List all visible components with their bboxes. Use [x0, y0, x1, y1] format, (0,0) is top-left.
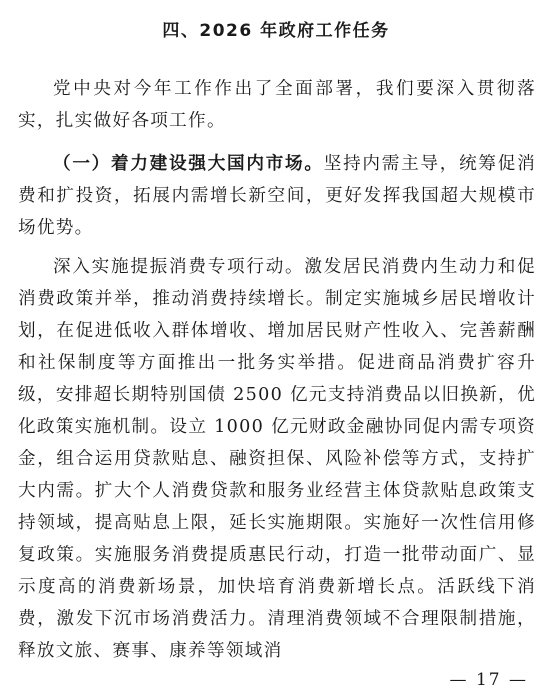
paragraph-text: 坚持内需主导，统筹促消费和扩投资，拓展内需增长新空间，更好发挥我国超大规模市场优势。: [18, 154, 537, 238]
paragraph-intro: [18, 73, 536, 137]
paragraph-heading: （一）着力建设强大国内市场。: [53, 154, 324, 174]
section-title: 四、2026 年政府工作任务: [162, 21, 390, 41]
paragraph-text: 深入实施提振消费专项行动。激发居民消费内生动力和促消费政策并举，推动消费持续增长。制定实施城乡居民增收计划，在促进低收入群体增收、增加居民财产性收入、完善薪酬和社保制度等方面推出一批务实举措。促进商品消费扩容升级，安排超长期特别国债 2500 亿元支持消费品以旧换新，优化政策实施机制。设立 1000 亿元财政金融协同促内需专项资金，组合运用贷款贴息、融资担保、风险补偿等方式，支持扩大内需。扩大个人消费贷款和服务业经营主体贷款贴息政策支持领域，提高贴息上限，延长实施期限。实施好一次性信用修复政策。实施服务消费提质惠民行动，打造一批带动面广、显示度高的消费新场景，加快培育消费新增长点。活跃线下消费，激发下沉市场消费活力。清理消费领域不合理限制措施，释放文旅、赛事、康养等领域消: [18, 257, 536, 661]
paragraph-text: 党中央对今年工作作出了全面部署，我们要深入贯彻落实，扎实做好各项工作。: [18, 79, 536, 131]
paragraph-domestic-market: [18, 148, 536, 244]
paragraph-consumption: [18, 251, 536, 667]
page-number: — 17 —: [449, 670, 528, 690]
